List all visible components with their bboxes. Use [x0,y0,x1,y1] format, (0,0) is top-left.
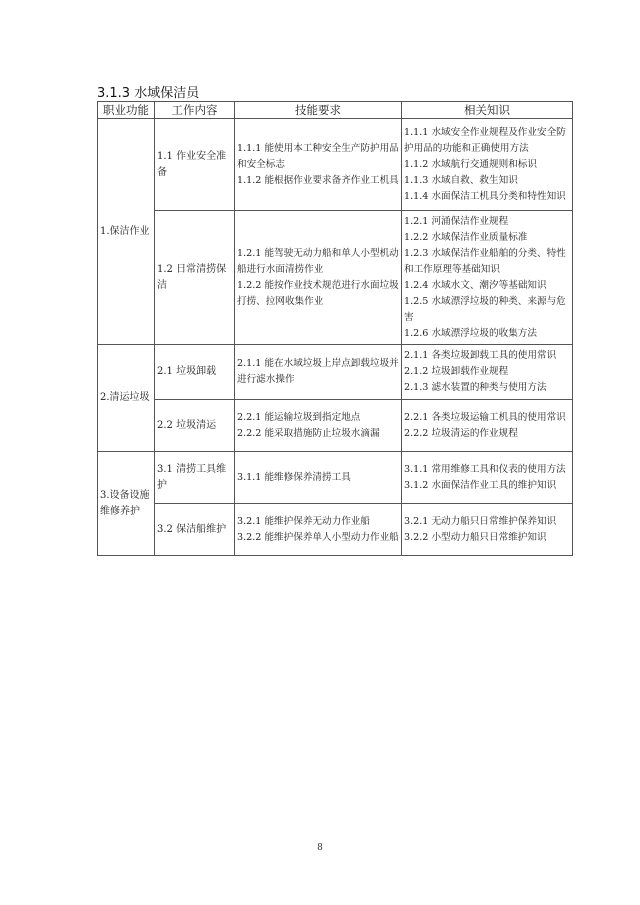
function-cell: 2.清运垃圾 [98,345,155,452]
table-row [98,504,573,556]
knowledge-item: 1.1.4 水面保洁工机具分类和特性知识 [404,190,566,202]
knowledge-item: 3.2.2 小型动力船只日常维护知识 [404,531,547,543]
table-row [98,452,573,504]
knowledge-item: 1.1.3 水域自救、救生知识 [404,174,518,186]
skills-cell [235,345,402,400]
table-header-row [98,102,573,119]
knowledge-cell [402,400,573,452]
knowledge-item: 2.2.2 垃圾清运的作业规程 [404,427,518,439]
table-row [98,211,573,345]
header-function: 职业功能 [98,102,155,119]
knowledge-item: 2.1.2 垃圾卸载作业规程 [404,366,509,377]
section-title: 3.1.3 水域保洁员 [97,86,200,101]
skill-item: 1.1.1 能使用本工种安全生产防护用品和安全标志 [237,142,399,170]
skill-item: 3.1.1 能维修保养清捞工具 [237,471,351,483]
skill-item: 1.2.1 能驾驶无动力船和单人小型机动船进行水面清捞作业 [237,247,399,275]
skills-cell [235,211,402,345]
skill-item: 3.2.2 能维护保养单人小型动力作业船 [237,531,399,543]
header-work-content: 工作内容 [155,102,235,119]
table-row [98,400,573,452]
knowledge-item: 1.2.6 水域漂浮垃圾的收集方法 [404,327,537,339]
function-cell: 3.设备设施维修养护 [98,452,155,556]
work-content-cell: 1.1 作业安全准备 [155,119,235,211]
skill-item: 1.2.2 能按作业技术规范进行水面垃圾打捞、拉网收集作业 [237,279,399,307]
knowledge-item: 1.1.2 水域航行交通规则和标识 [404,158,537,170]
knowledge-item: 2.1.3 滤水装置的种类与使用方法 [404,382,547,393]
skill-item: 2.2.1 能运输垃圾到指定地点 [237,411,361,423]
knowledge-item: 3.1.2 水面保洁作业工具的维护知识 [404,479,557,491]
knowledge-item: 1.2.5 水域漂浮垃圾的种类、来源与危害 [404,295,566,323]
skill-item: 2.2.2 能采取措施防止垃圾水滴漏 [237,427,380,439]
knowledge-cell [402,345,573,400]
knowledge-item: 3.2.1 无动力船只日常维护保养知识 [404,515,557,527]
skill-item: 2.1.1 能在水域垃圾上岸点卸载垃圾并进行滤水操作 [237,358,399,385]
work-content-cell: 3.1 清捞工具维护 [155,452,235,504]
table-row [98,345,573,400]
knowledge-item: 1.2.1 河涌保洁作业规程 [404,215,509,227]
knowledge-item: 2.2.1 各类垃圾运输工机具的使用常识 [404,411,566,423]
knowledge-item: 1.2.2 水域保洁作业质量标准 [404,231,528,243]
function-cell: 1.保洁作业 [98,119,155,345]
work-content-cell: 2.1 垃圾卸载 [155,345,235,400]
skills-standard-table [97,101,573,556]
knowledge-item: 1.2.4 水域水文、潮汐等基础知识 [404,279,547,291]
knowledge-cell [402,452,573,504]
work-content-cell: 2.2 垃圾清运 [155,400,235,452]
skills-cell [235,119,402,211]
knowledge-item: 1.2.3 水域保洁作业船舶的分类、特性和工作原理等基础知识 [404,247,566,275]
skill-item: 3.2.1 能维护保养无动力作业船 [237,515,370,527]
knowledge-item: 1.1.1 水域安全作业规程及作业安全防护用品的功能和正确使用方法 [404,126,566,154]
work-content-cell: 1.2 日常清捞保洁 [155,211,235,345]
knowledge-cell [402,504,573,556]
table-row [98,119,573,211]
skills-cell [235,400,402,452]
page-number: 8 [317,843,323,853]
knowledge-cell [402,211,573,345]
header-related-knowledge: 相关知识 [402,102,573,119]
work-content-cell: 3.2 保洁船维护 [155,504,235,556]
knowledge-item: 2.1.1 各类垃圾卸载工具的使用常识 [404,350,557,361]
skills-cell [235,504,402,556]
knowledge-cell [402,119,573,211]
knowledge-item: 3.1.1 常用维修工具和仪表的使用方法 [404,463,566,475]
skill-item: 1.1.2 能根据作业要求备齐作业工机具 [237,174,399,186]
header-skill-requirements: 技能要求 [235,102,402,119]
skills-cell [235,452,402,504]
